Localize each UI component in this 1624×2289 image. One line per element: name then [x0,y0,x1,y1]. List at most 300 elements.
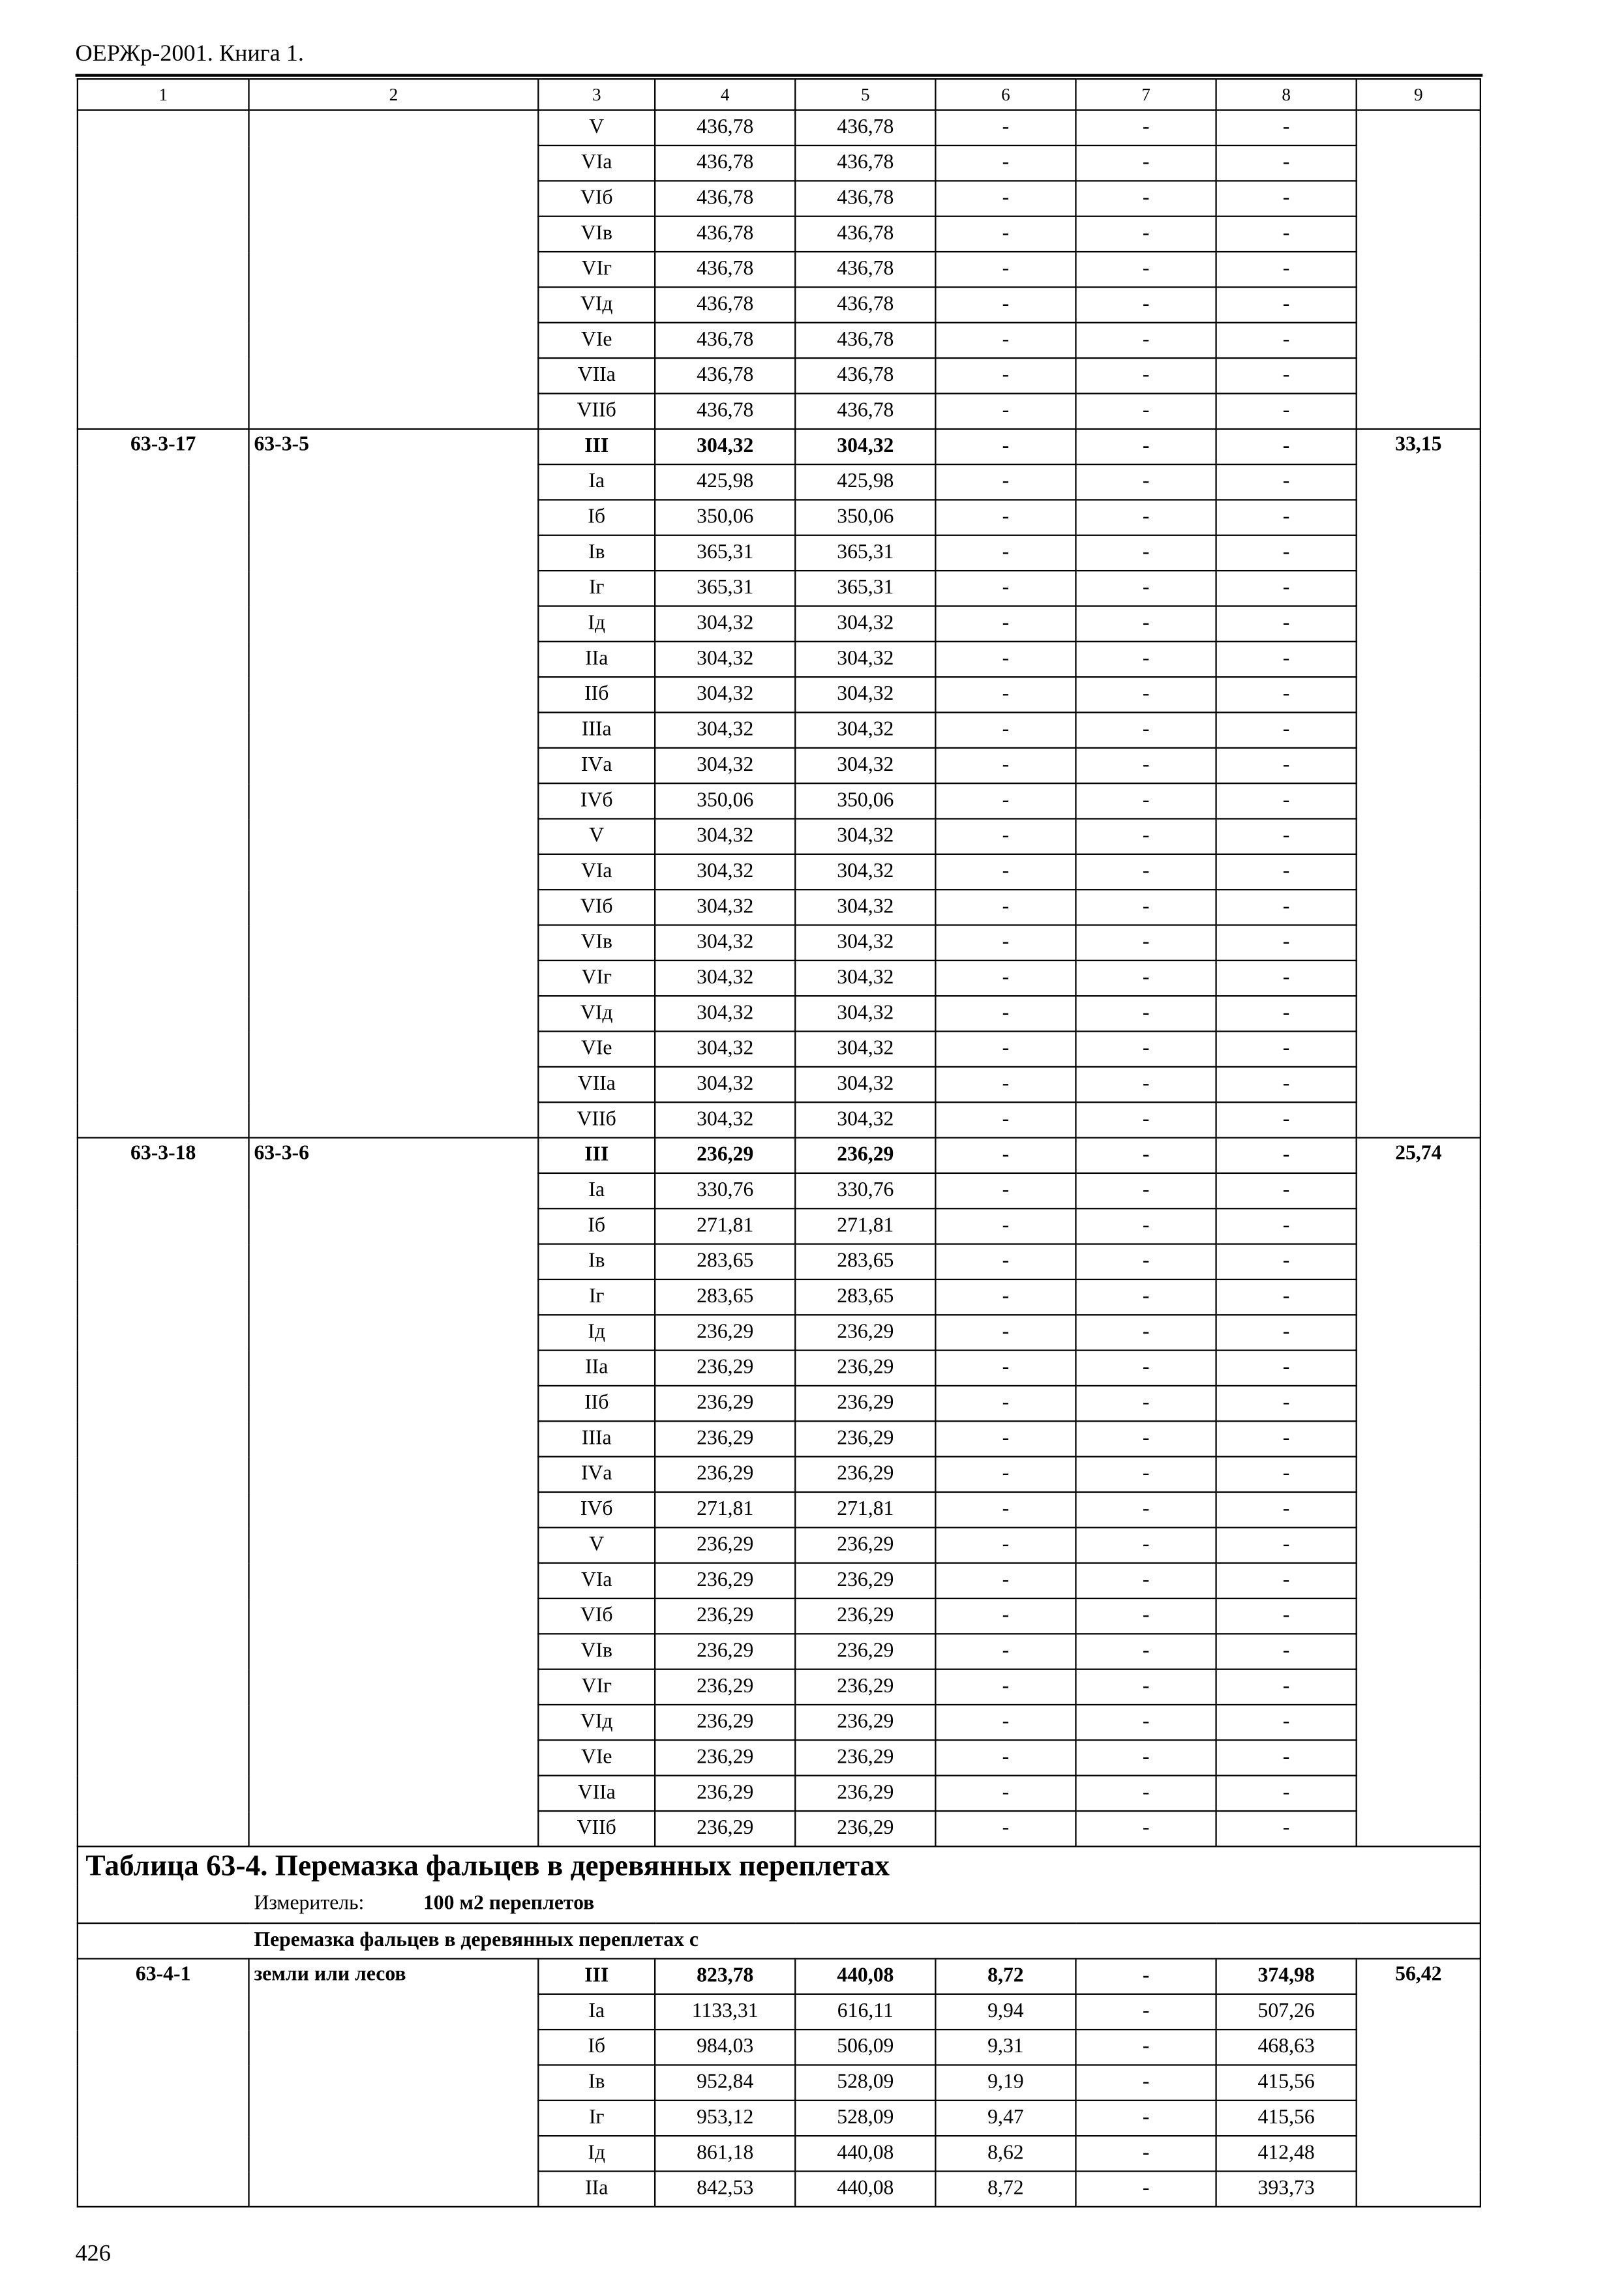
machinery-cell: - [935,1705,1075,1740]
materials-cell: - [1216,287,1357,322]
materials-cell: - [1216,500,1357,535]
direct-cost-cell: 304,32 [655,712,795,747]
labor-cost-cell [1357,110,1481,429]
materials-cell: - [1216,145,1357,181]
wages-cell: 436,78 [795,393,935,428]
machinist-wages-cell: - [1075,1279,1216,1315]
materials-cell: - [1216,854,1357,890]
machinist-wages-cell: - [1075,1811,1216,1846]
materials-cell: - [1216,996,1357,1031]
machinery-cell: - [935,1563,1075,1598]
wages-cell: 304,32 [795,818,935,854]
wages-cell: 365,31 [795,535,935,571]
zone-cell: III [538,1958,655,1994]
zone-cell: Iг [538,2101,655,2136]
wages-cell: 528,09 [795,2101,935,2136]
reference-cell: 63-3-6 [249,1138,539,1847]
direct-cost-cell: 236,29 [655,1598,795,1634]
unit-row [78,1885,1481,1923]
machinist-wages-cell: - [1075,2029,1216,2065]
machinist-wages-cell: - [1075,500,1216,535]
machinery-cell: - [935,1811,1075,1846]
unit-cell [78,1885,1481,1923]
labor-cost-cell: 33,15 [1357,429,1481,1138]
wages-cell: 304,32 [795,712,935,747]
materials-cell: - [1216,1067,1357,1102]
machinery-cell: - [935,1457,1075,1492]
zone-cell: Iд [538,606,655,641]
labor-cost-cell: 25,74 [1357,1138,1481,1847]
machinist-wages-cell: - [1075,110,1216,145]
machinist-wages-cell: - [1075,145,1216,181]
zone-cell: VIб [538,890,655,925]
zone-cell: Iг [538,1279,655,1315]
wages-cell: 304,32 [795,890,935,925]
machinery-cell: - [935,925,1075,961]
zone-cell: Iд [538,2136,655,2171]
unit-label: Измеритель: [254,1892,365,1915]
direct-cost-cell: 304,32 [655,677,795,712]
direct-cost-cell: 984,03 [655,2029,795,2065]
wages-cell: 236,29 [795,1634,935,1669]
wages-cell: 304,32 [795,1067,935,1102]
table-row [78,1138,1481,1173]
zone-cell: VIIа [538,1067,655,1102]
zone-cell: VIе [538,323,655,358]
zone-cell: VIIа [538,358,655,393]
direct-cost-cell: 823,78 [655,1958,795,1994]
machinist-wages-cell: - [1075,1563,1216,1598]
direct-cost-cell: 425,98 [655,464,795,500]
machinist-wages-cell: - [1075,1598,1216,1634]
wages-cell: 440,08 [795,2136,935,2171]
materials-cell: 415,56 [1216,2065,1357,2100]
wages-cell: 236,29 [795,1138,935,1173]
zone-cell: IIа [538,1351,655,1386]
machinery-cell: - [935,748,1075,783]
materials-cell: - [1216,1563,1357,1598]
machinery-cell: - [935,429,1075,464]
wages-cell: 304,32 [795,996,935,1031]
direct-cost-cell: 271,81 [655,1492,795,1527]
machinery-cell: - [935,996,1075,1031]
reference-cell: 63-3-5 [249,429,539,1138]
machinist-wages-cell: - [1075,1315,1216,1350]
direct-cost-cell: 842,53 [655,2172,795,2207]
zone-cell: Iв [538,535,655,571]
materials-cell: - [1216,783,1357,818]
zone-cell: VIIа [538,1776,655,1811]
direct-cost-cell: 236,29 [655,1563,795,1598]
direct-cost-cell: 304,32 [655,818,795,854]
materials-cell: - [1216,110,1357,145]
wages-cell: 283,65 [795,1279,935,1315]
wages-cell: 236,29 [795,1598,935,1634]
column-number: 3 [538,79,655,110]
wages-cell: 436,78 [795,145,935,181]
machinery-cell: - [935,712,1075,747]
materials-cell: - [1216,1351,1357,1386]
zone-cell: III [538,1138,655,1173]
zone-cell: IIIа [538,1421,655,1456]
zone-cell: IVа [538,748,655,783]
direct-cost-cell: 236,29 [655,1669,795,1705]
materials-cell: - [1216,677,1357,712]
machinist-wages-cell: - [1075,818,1216,854]
direct-cost-cell: 304,32 [655,606,795,641]
direct-cost-cell: 436,78 [655,217,795,252]
wages-cell: 304,32 [795,1032,935,1067]
column-number: 1 [78,79,249,110]
zone-cell: IIа [538,2172,655,2207]
zone-cell: VIе [538,1740,655,1775]
machinery-cell: 8,62 [935,2136,1075,2171]
materials-cell: 468,63 [1216,2029,1357,2065]
materials-cell: - [1216,1138,1357,1173]
machinery-cell: - [935,961,1075,996]
zone-cell: Iд [538,1315,655,1350]
materials-cell: - [1216,1032,1357,1067]
direct-cost-cell: 304,32 [655,748,795,783]
direct-cost-cell: 952,84 [655,2065,795,2100]
machinist-wages-cell: - [1075,1244,1216,1279]
subheading: Перемазка фальцев в деревянных переплетах с [78,1923,1481,1958]
machinist-wages-cell: - [1075,996,1216,1031]
direct-cost-cell: 304,32 [655,996,795,1031]
materials-cell: - [1216,358,1357,393]
zone-cell: VIд [538,1705,655,1740]
materials-cell: - [1216,1279,1357,1315]
machinery-cell: 8,72 [935,1958,1075,1994]
direct-cost-cell: 236,29 [655,1138,795,1173]
table-title-row [78,1846,1481,1885]
machinery-cell: 9,19 [935,2065,1075,2100]
materials-cell: - [1216,818,1357,854]
direct-cost-cell: 304,32 [655,890,795,925]
materials-cell: - [1216,961,1357,996]
direct-cost-cell: 236,29 [655,1421,795,1456]
direct-cost-cell: 304,32 [655,429,795,464]
direct-cost-cell: 436,78 [655,181,795,216]
materials-cell: - [1216,748,1357,783]
machinist-wages-cell: - [1075,783,1216,818]
machinist-wages-cell: - [1075,181,1216,216]
wages-cell: 236,29 [795,1563,935,1598]
machinist-wages-cell: - [1075,642,1216,677]
materials-cell: 374,98 [1216,1958,1357,1994]
machinist-wages-cell: - [1075,1173,1216,1208]
direct-cost-cell: 365,31 [655,535,795,571]
machinist-wages-cell: - [1075,1457,1216,1492]
wages-cell: 236,29 [795,1669,935,1705]
table-row [78,1958,1481,1994]
machinist-wages-cell: - [1075,677,1216,712]
machinist-wages-cell: - [1075,429,1216,464]
direct-cost-cell: 436,78 [655,358,795,393]
document-header: ОЕРЖр-2001. Книга 1. [75,41,304,67]
wages-cell: 436,78 [795,323,935,358]
zone-cell: IIб [538,677,655,712]
zone-cell: VIв [538,925,655,961]
direct-cost-cell: 304,32 [655,1032,795,1067]
direct-cost-cell: 1133,31 [655,1994,795,2029]
materials-cell: - [1216,1173,1357,1208]
wages-cell: 425,98 [795,464,935,500]
materials-cell: - [1216,1244,1357,1279]
direct-cost-cell: 304,32 [655,961,795,996]
column-number: 7 [1075,79,1216,110]
direct-cost-cell: 236,29 [655,1527,795,1563]
machinery-cell: - [935,1102,1075,1137]
direct-cost-cell: 271,81 [655,1208,795,1244]
header-rule [75,74,1482,77]
zone-cell: Iб [538,500,655,535]
zone-cell: IIIа [538,712,655,747]
machinist-wages-cell: - [1075,1208,1216,1244]
machinery-cell: - [935,358,1075,393]
price-table [77,78,1481,2207]
machinist-wages-cell: - [1075,748,1216,783]
materials-cell: 393,73 [1216,2172,1357,2207]
direct-cost-cell: 236,29 [655,1811,795,1846]
machinist-wages-cell: - [1075,1386,1216,1421]
zone-cell: IIб [538,1386,655,1421]
zone-cell: VIа [538,854,655,890]
machinist-wages-cell: - [1075,854,1216,890]
machinery-cell: - [935,1492,1075,1527]
machinery-cell: - [935,287,1075,322]
machinery-cell: - [935,571,1075,606]
materials-cell: - [1216,606,1357,641]
materials-cell: 412,48 [1216,2136,1357,2171]
materials-cell: - [1216,535,1357,571]
materials-cell: - [1216,1386,1357,1421]
wages-cell: 616,11 [795,1994,935,2029]
machinist-wages-cell: - [1075,358,1216,393]
wages-cell: 440,08 [795,2172,935,2207]
labor-cost-cell: 56,42 [1357,1958,1481,2206]
materials-cell: - [1216,252,1357,287]
direct-cost-cell: 236,29 [655,1457,795,1492]
zone-cell: VIг [538,252,655,287]
machinist-wages-cell: - [1075,1669,1216,1705]
zone-cell: VIIб [538,1102,655,1137]
wages-cell: 304,32 [795,1102,935,1137]
materials-cell: - [1216,712,1357,747]
direct-cost-cell: 304,32 [655,1102,795,1137]
column-number: 2 [249,79,539,110]
page-number: 426 [75,2241,111,2267]
machinist-wages-cell: - [1075,712,1216,747]
machinery-cell: - [935,854,1075,890]
wages-cell: 236,29 [795,1811,935,1846]
zone-cell: Iв [538,2065,655,2100]
zone-cell: VIг [538,961,655,996]
direct-cost-cell: 953,12 [655,2101,795,2136]
machinery-cell: - [935,181,1075,216]
wages-cell: 528,09 [795,2065,935,2100]
machinist-wages-cell: - [1075,1634,1216,1669]
unit-value: 100 м2 переплетов [423,1892,595,1915]
machinery-cell: - [935,1740,1075,1775]
materials-cell: 415,56 [1216,2101,1357,2136]
zone-cell: VIе [538,1032,655,1067]
wages-cell: 304,32 [795,429,935,464]
machinist-wages-cell: - [1075,1958,1216,1994]
machinist-wages-cell: - [1075,535,1216,571]
machinist-wages-cell: - [1075,1102,1216,1137]
column-number-row [78,79,1481,110]
rate-code-cell [78,110,249,429]
table-row [78,110,1481,145]
materials-cell: - [1216,1740,1357,1775]
machinery-cell: - [935,145,1075,181]
machinery-cell: - [935,1598,1075,1634]
direct-cost-cell: 236,29 [655,1386,795,1421]
machinery-cell: - [935,535,1075,571]
machinist-wages-cell: - [1075,1740,1216,1775]
machinery-cell: - [935,1527,1075,1563]
direct-cost-cell: 304,32 [655,1067,795,1102]
column-number: 5 [795,79,935,110]
direct-cost-cell: 236,29 [655,1705,795,1740]
zone-cell: IVа [538,1457,655,1492]
direct-cost-cell: 304,32 [655,642,795,677]
direct-cost-cell: 236,29 [655,1315,795,1350]
machinery-cell: 8,72 [935,2172,1075,2207]
machinery-cell: - [935,890,1075,925]
machinery-cell: - [935,1067,1075,1102]
machinery-cell: - [935,1669,1075,1705]
machinist-wages-cell: - [1075,1138,1216,1173]
wages-cell: 304,32 [795,748,935,783]
direct-cost-cell: 283,65 [655,1279,795,1315]
wages-cell: 440,08 [795,1958,935,1994]
direct-cost-cell: 236,29 [655,1740,795,1775]
machinery-cell: - [935,783,1075,818]
machinery-cell: - [935,464,1075,500]
machinist-wages-cell: - [1075,2136,1216,2171]
rate-code-cell: 63-3-18 [78,1138,249,1847]
machinery-cell: - [935,606,1075,641]
zone-cell: VIб [538,181,655,216]
materials-cell: - [1216,925,1357,961]
wages-cell: 236,29 [795,1315,935,1350]
materials-cell: - [1216,464,1357,500]
machinist-wages-cell: - [1075,323,1216,358]
zone-cell: VIв [538,217,655,252]
machinery-cell: - [935,1634,1075,1669]
zone-cell: Iб [538,1208,655,1244]
direct-cost-cell: 436,78 [655,287,795,322]
reference-cell: земли или лесов [249,1958,539,2206]
machinery-cell: - [935,1386,1075,1421]
reference-cell [249,110,539,429]
materials-cell: - [1216,1811,1357,1846]
materials-cell: - [1216,1421,1357,1456]
machinist-wages-cell: - [1075,1067,1216,1102]
materials-cell: 507,26 [1216,1994,1357,2029]
zone-cell: VIд [538,996,655,1031]
direct-cost-cell: 283,65 [655,1244,795,1279]
machinist-wages-cell: - [1075,1421,1216,1456]
zone-cell: Iа [538,1173,655,1208]
direct-cost-cell: 861,18 [655,2136,795,2171]
materials-cell: - [1216,217,1357,252]
wages-cell: 236,29 [795,1740,935,1775]
wages-cell: 236,29 [795,1421,935,1456]
machinery-cell: 9,31 [935,2029,1075,2065]
machinist-wages-cell: - [1075,1994,1216,2029]
machinist-wages-cell: - [1075,925,1216,961]
machinery-cell: - [935,1138,1075,1173]
machinery-cell: - [935,393,1075,428]
machinist-wages-cell: - [1075,252,1216,287]
direct-cost-cell: 436,78 [655,323,795,358]
materials-cell: - [1216,323,1357,358]
materials-cell: - [1216,1102,1357,1137]
wages-cell: 304,32 [795,925,935,961]
subheading-row [78,1923,1481,1958]
materials-cell: - [1216,1208,1357,1244]
zone-cell: Iв [538,1244,655,1279]
zone-cell: IVб [538,783,655,818]
machinery-cell: - [935,1173,1075,1208]
direct-cost-cell: 236,29 [655,1776,795,1811]
column-number: 8 [1216,79,1357,110]
machinery-cell: 9,94 [935,1994,1075,2029]
machinist-wages-cell: - [1075,1527,1216,1563]
machinery-cell: - [935,642,1075,677]
zone-cell: VIа [538,1563,655,1598]
wages-cell: 436,78 [795,110,935,145]
materials-cell: - [1216,571,1357,606]
machinist-wages-cell: - [1075,1776,1216,1811]
materials-cell: - [1216,1315,1357,1350]
materials-cell: - [1216,1669,1357,1705]
zone-cell: VIб [538,1598,655,1634]
wages-cell: 236,29 [795,1351,935,1386]
machinist-wages-cell: - [1075,464,1216,500]
materials-cell: - [1216,1457,1357,1492]
materials-cell: - [1216,1705,1357,1740]
machinery-cell: - [935,252,1075,287]
materials-cell: - [1216,181,1357,216]
machinery-cell: - [935,1208,1075,1244]
machinery-cell: - [935,1279,1075,1315]
machinery-cell: - [935,1032,1075,1067]
zone-cell: Iг [538,571,655,606]
table-row [78,429,1481,464]
direct-cost-cell: 436,78 [655,145,795,181]
machinery-cell: - [935,1244,1075,1279]
materials-cell: - [1216,1598,1357,1634]
direct-cost-cell: 304,32 [655,854,795,890]
zone-cell: IVб [538,1492,655,1527]
zone-cell: V [538,818,655,854]
zone-cell: VIа [538,145,655,181]
wages-cell: 350,06 [795,500,935,535]
machinist-wages-cell: - [1075,890,1216,925]
wages-cell: 330,76 [795,1173,935,1208]
zone-cell: VIIб [538,393,655,428]
zone-cell: V [538,110,655,145]
machinery-cell: - [935,1421,1075,1456]
materials-cell: - [1216,1776,1357,1811]
machinist-wages-cell: - [1075,393,1216,428]
zone-cell: VIIб [538,1811,655,1846]
direct-cost-cell: 365,31 [655,571,795,606]
